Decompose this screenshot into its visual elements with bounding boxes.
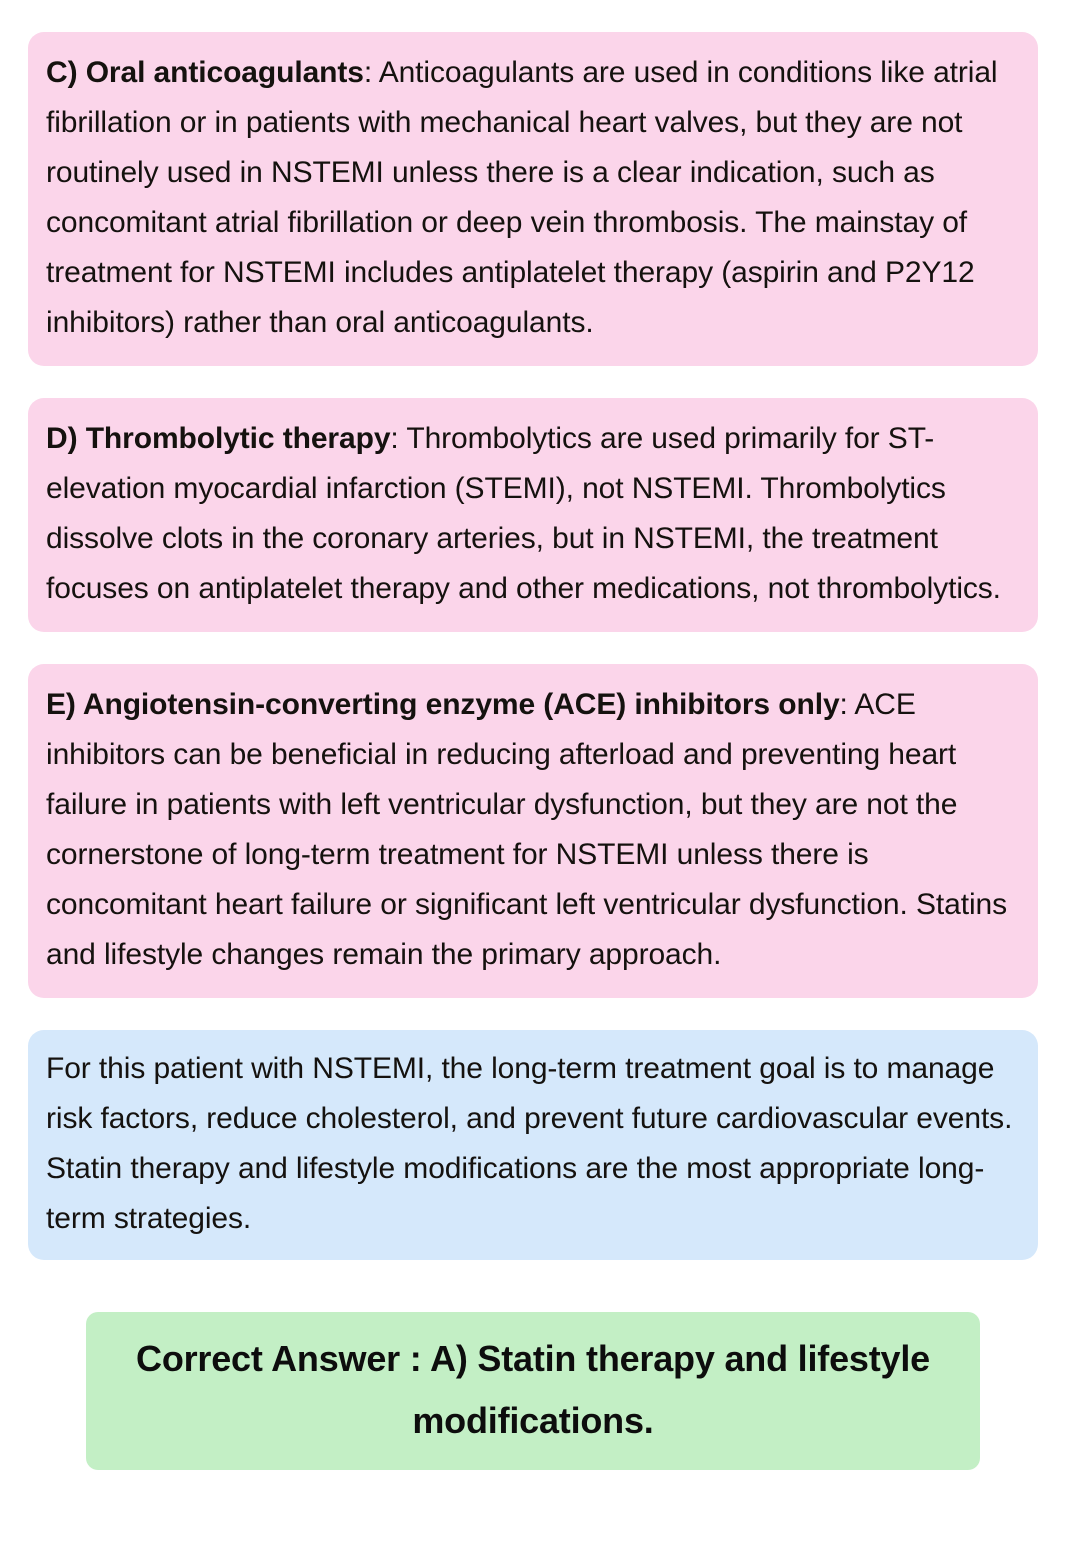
option-d-body: Thrombolytics are used primarily for ST-elevation myocardial infarction (STEMI), not NSTEMI. Thrombolytics dissolve clots in the coronary arteries, but in NSTEMI, the treatment focuses on antiplatelet therapy and other medications, not thrombolytics. — [46, 422, 1001, 605]
option-d-separator: : — [390, 422, 407, 455]
option-c-lead: C) Oral anticoagulants — [46, 56, 364, 89]
option-e-body: ACE inhibitors can be beneficial in reducing afterload and preventing heart failure in patients with left ventricular dysfunction, but they are not the cornerstone of long-term treatment for NSTEMI unless there is concomitant heart failure or significant left ventricular dysfunction. Statins and lifestyle changes remain the primary approach. — [46, 688, 1008, 971]
option-c-paragraph — [46, 48, 1018, 348]
summary-card — [28, 1030, 1038, 1260]
option-c-separator: : — [363, 56, 379, 89]
summary-paragraph: For this patient with NSTEMI, the long-term treatment goal is to manage risk factors, reduce cholesterol, and prevent future cardiovascular events. Statin therapy and lifestyle modifications are the most appropriate long-term strategies. — [46, 1052, 1013, 1235]
option-d-lead: D) Thrombolytic therapy — [46, 422, 391, 455]
option-d-card — [28, 398, 1038, 632]
option-c-body: Anticoagulants are used in conditions like atrial fibrillation or in patients with mechanical heart valves, but they are not routinely used in NSTEMI unless there is a clear indication, such as concomitant atrial fibrillation or deep vein thrombosis. The mainstay of treatment for NSTEMI includes antiplatelet therapy (aspirin and P2Y12 inhibitors) rather than oral anticoagulants. — [46, 56, 998, 339]
option-e-paragraph — [46, 680, 1018, 980]
option-e-separator: : — [839, 688, 855, 721]
option-e-lead: E) Angiotensin-converting enzyme (ACE) inhibitors only — [46, 688, 840, 721]
option-d-paragraph — [46, 414, 1018, 614]
option-c-card — [28, 32, 1038, 366]
option-e-card — [28, 664, 1038, 998]
answer-row — [28, 1312, 1038, 1470]
correct-answer-box: Correct Answer : A) Statin therapy and lifestyle modifications. — [86, 1312, 980, 1470]
